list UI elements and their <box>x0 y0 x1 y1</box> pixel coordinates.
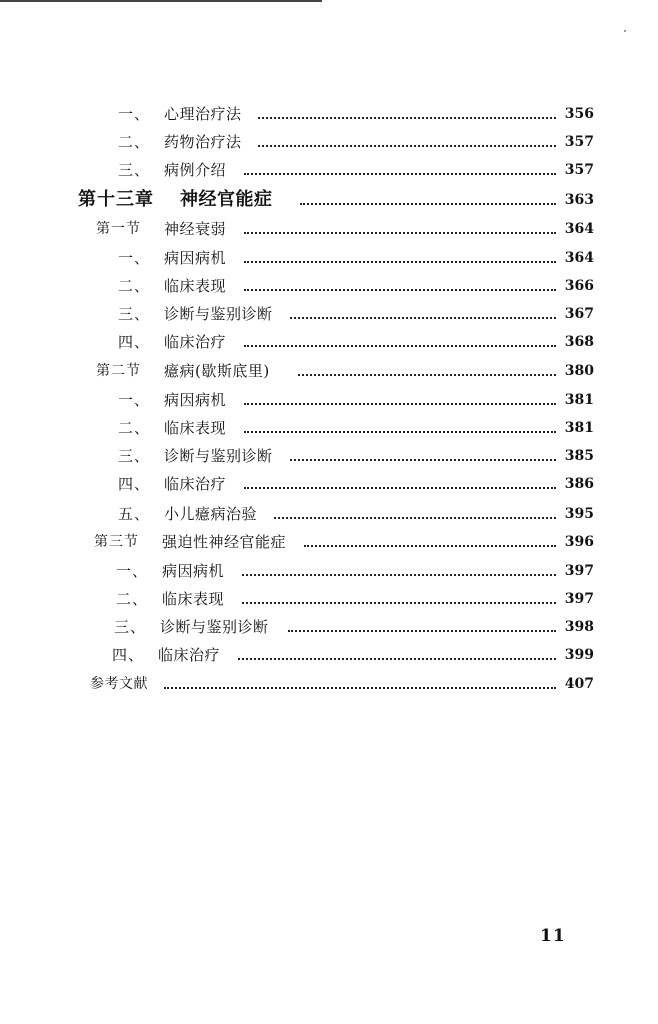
dot-leader <box>304 545 556 547</box>
entry-title: 诊断与鉴别诊断 <box>160 618 269 636</box>
entry-page: 366 <box>564 278 594 294</box>
dot-leader <box>290 317 556 319</box>
entry-number: 四、 <box>112 646 145 664</box>
entry-number: 二、 <box>118 419 151 437</box>
dot-leader <box>242 574 556 576</box>
entry-page: 381 <box>564 420 594 436</box>
entry-title: 临床表现 <box>162 590 225 608</box>
entry-number: 三、 <box>118 447 151 465</box>
entry-page: 364 <box>564 250 594 266</box>
page-number: 11 <box>540 926 566 946</box>
entry-page: 397 <box>564 591 594 607</box>
entry-title: 病因病机 <box>162 562 225 580</box>
entry-page: 398 <box>564 619 594 635</box>
entry-title: 诊断与鉴别诊断 <box>164 447 273 465</box>
entry-page: 396 <box>564 534 594 550</box>
entry-page: 367 <box>564 306 594 322</box>
dot-leader <box>244 261 556 263</box>
chapter-title: 神经官能症 <box>180 189 273 210</box>
entry-title: 临床治疗 <box>164 475 227 493</box>
entry-title: 神经衰弱 <box>164 220 227 238</box>
entry-page: 364 <box>564 221 594 237</box>
dot-leader <box>244 431 556 433</box>
entry-number: 三、 <box>118 161 151 179</box>
references-title: 参考文献 <box>90 676 148 692</box>
entry-number: 二、 <box>116 590 149 608</box>
entry-number: 三、 <box>114 618 147 636</box>
entry-number: 四、 <box>118 475 151 493</box>
dot-leader <box>244 487 556 489</box>
entry-title: 临床表现 <box>164 419 227 437</box>
dot-leader <box>244 232 556 234</box>
entry-number: 二、 <box>118 277 151 295</box>
entry-page: 356 <box>564 106 594 122</box>
entry-title: 小儿癔病治验 <box>164 505 258 523</box>
section-number: 第一节 <box>96 221 141 237</box>
entry-number: 五、 <box>118 505 151 523</box>
dot-leader <box>258 117 556 119</box>
entry-page: 386 <box>564 476 594 492</box>
entry-page: 368 <box>564 334 594 350</box>
entry-title: 临床治疗 <box>158 646 221 664</box>
section-number: 第二节 <box>96 363 141 379</box>
entry-title: 临床表现 <box>164 277 227 295</box>
entry-page: 397 <box>564 563 594 579</box>
section-number: 第三节 <box>94 534 139 550</box>
entry-title: 病例介绍 <box>164 161 227 179</box>
dot-leader <box>244 173 556 175</box>
dot-leader <box>274 517 556 519</box>
entry-page: 399 <box>564 647 594 663</box>
entry-number: 二、 <box>118 133 151 151</box>
dot-leader <box>238 658 556 660</box>
entry-page: 380 <box>564 363 594 379</box>
entry-title: 癔病(歇斯底里) <box>164 362 270 380</box>
entry-title: 临床治疗 <box>164 333 227 351</box>
entry-title: 强迫性神经官能症 <box>162 533 287 551</box>
entry-number: 一、 <box>118 391 151 409</box>
dot-leader <box>242 602 556 604</box>
entry-title: 心理治疗法 <box>164 105 242 123</box>
entry-page: 385 <box>564 448 594 464</box>
dot-leader <box>244 289 556 291</box>
dot-leader <box>298 374 556 376</box>
dot-leader <box>164 687 556 689</box>
entry-page: 395 <box>564 506 594 522</box>
entry-number: 三、 <box>118 305 151 323</box>
entry-page: 363 <box>564 192 594 208</box>
entry-title: 药物治疗法 <box>164 133 242 151</box>
entry-title: 病因病机 <box>164 391 227 409</box>
entry-page: 357 <box>564 162 594 178</box>
entry-page: 381 <box>564 392 594 408</box>
dot-leader <box>290 459 556 461</box>
entry-page: 357 <box>564 134 594 150</box>
dot-leader <box>244 403 556 405</box>
entry-number: 一、 <box>116 562 149 580</box>
entry-title: 诊断与鉴别诊断 <box>164 305 273 323</box>
entry-number: 四、 <box>118 333 151 351</box>
dot-leader <box>244 345 556 347</box>
dot-leader <box>300 203 556 205</box>
entry-number: 一、 <box>118 249 151 267</box>
chapter-number: 第十三章 <box>78 189 154 210</box>
dot-leader <box>288 630 556 632</box>
entry-number: 一、 <box>118 105 151 123</box>
entry-title: 病因病机 <box>164 249 227 267</box>
entry-page: 407 <box>564 676 594 692</box>
dot-leader <box>258 145 556 147</box>
